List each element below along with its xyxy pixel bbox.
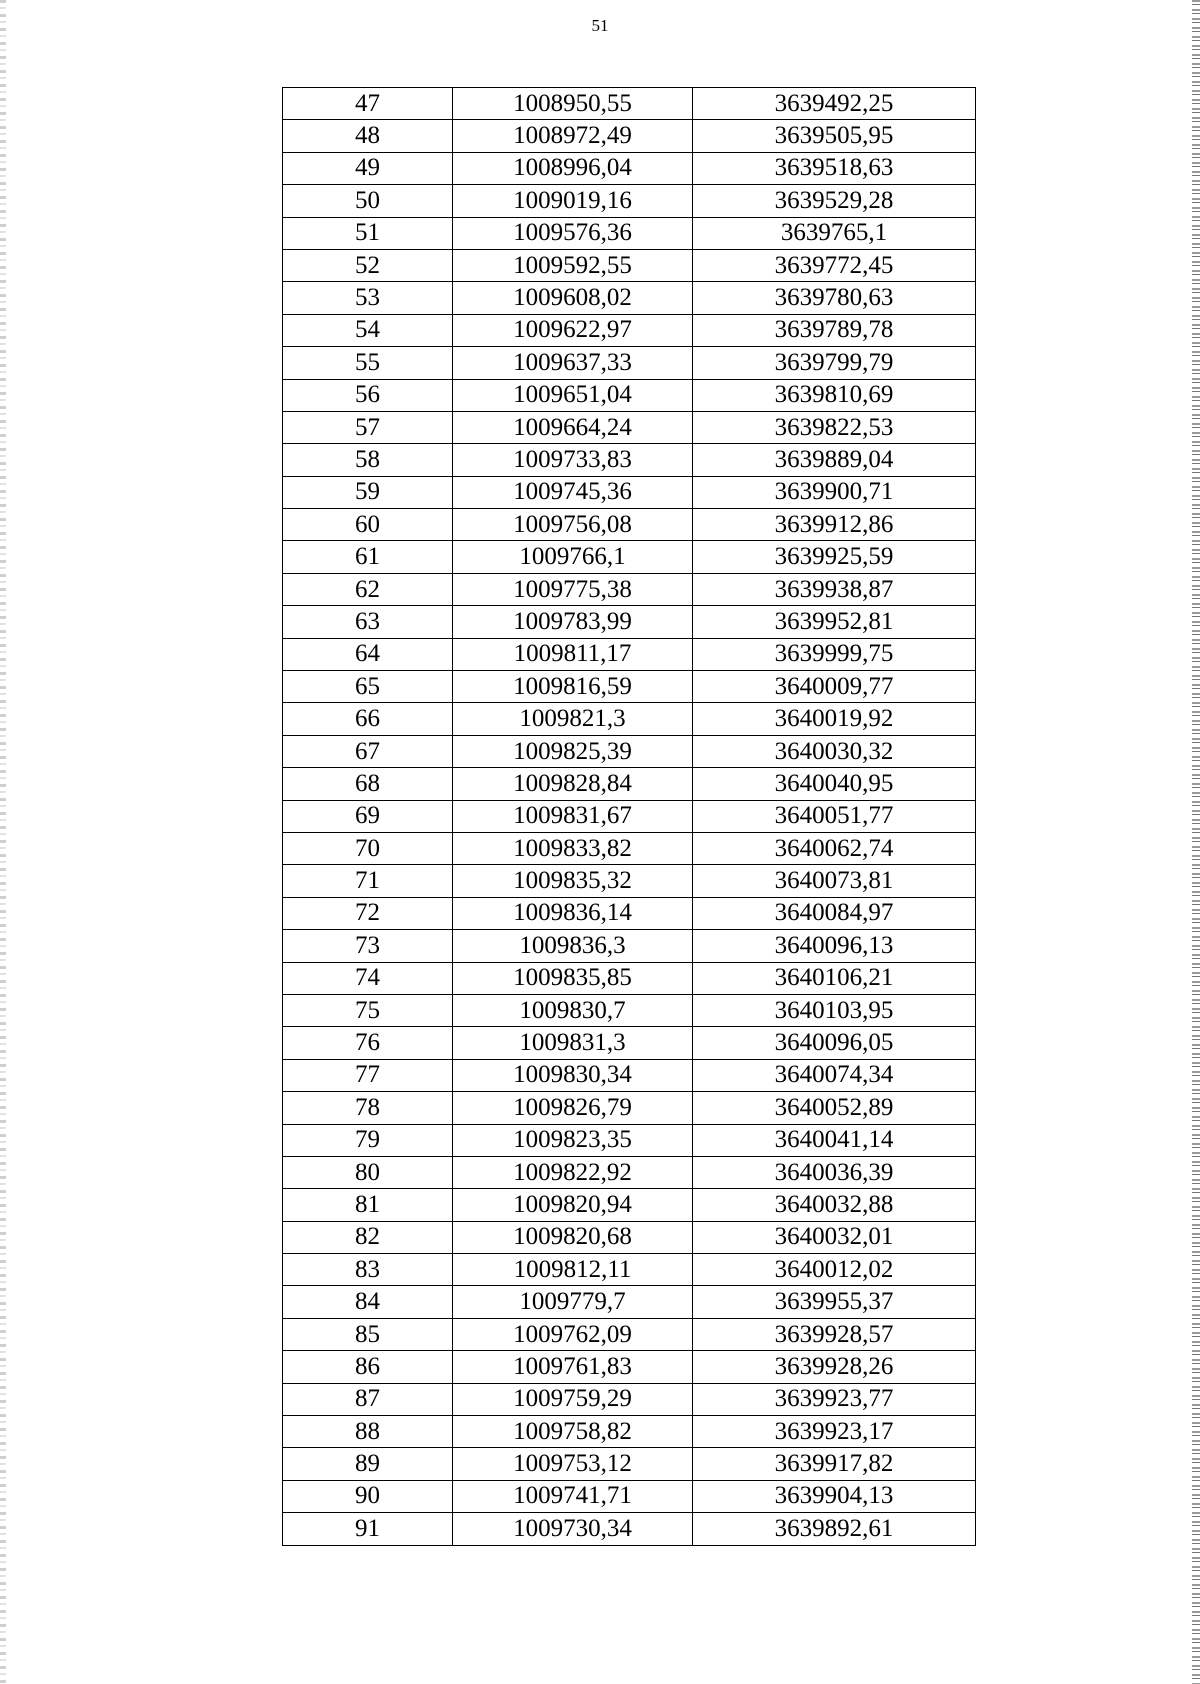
- y-coordinate-cell: 3639765,1: [693, 217, 976, 249]
- table-row: [283, 314, 976, 346]
- x-coordinate-cell: 1009812,11: [453, 1254, 693, 1286]
- y-coordinate-cell: 3640106,21: [693, 962, 976, 994]
- x-coordinate-cell: 1009836,3: [453, 930, 693, 962]
- table-row: [283, 1318, 976, 1350]
- point-number-cell: 76: [283, 1027, 453, 1059]
- point-number-cell: 83: [283, 1254, 453, 1286]
- x-coordinate-cell: 1008972,49: [453, 120, 693, 152]
- point-number-cell: 54: [283, 314, 453, 346]
- coordinates-table-body: [283, 88, 976, 1546]
- y-coordinate-cell: 3639822,53: [693, 411, 976, 443]
- x-coordinate-cell: 1009758,82: [453, 1416, 693, 1448]
- table-row: [283, 152, 976, 184]
- coordinates-table: [282, 87, 976, 1546]
- point-number-cell: 86: [283, 1351, 453, 1383]
- x-coordinate-cell: 1009741,71: [453, 1480, 693, 1512]
- y-coordinate-cell: 3639999,75: [693, 638, 976, 670]
- x-coordinate-cell: 1009830,34: [453, 1059, 693, 1091]
- point-number-cell: 60: [283, 509, 453, 541]
- point-number-cell: 88: [283, 1416, 453, 1448]
- table-row: [283, 1254, 976, 1286]
- y-coordinate-cell: 3640032,88: [693, 1189, 976, 1221]
- table-row: [283, 476, 976, 508]
- scan-right-edge: [1192, 0, 1200, 1684]
- x-coordinate-cell: 1009756,08: [453, 509, 693, 541]
- point-number-cell: 85: [283, 1318, 453, 1350]
- x-coordinate-cell: 1009762,09: [453, 1318, 693, 1350]
- y-coordinate-cell: 3639780,63: [693, 282, 976, 314]
- table-row: [283, 638, 976, 670]
- x-coordinate-cell: 1009831,3: [453, 1027, 693, 1059]
- x-coordinate-cell: 1009811,17: [453, 638, 693, 670]
- x-coordinate-cell: 1009835,85: [453, 962, 693, 994]
- table-row: [283, 930, 976, 962]
- table-row: [283, 88, 976, 120]
- x-coordinate-cell: 1009759,29: [453, 1383, 693, 1415]
- point-number-cell: 69: [283, 800, 453, 832]
- y-coordinate-cell: 3640032,01: [693, 1221, 976, 1253]
- x-coordinate-cell: 1009828,84: [453, 768, 693, 800]
- point-number-cell: 72: [283, 897, 453, 929]
- x-coordinate-cell: 1009576,36: [453, 217, 693, 249]
- table-row: [283, 962, 976, 994]
- page-number: 51: [591, 16, 609, 35]
- point-number-cell: 91: [283, 1513, 453, 1545]
- x-coordinate-cell: 1009820,94: [453, 1189, 693, 1221]
- y-coordinate-cell: 3639955,37: [693, 1286, 976, 1318]
- table-row: [283, 249, 976, 281]
- point-number-cell: 80: [283, 1156, 453, 1188]
- y-coordinate-cell: 3640052,89: [693, 1092, 976, 1124]
- y-coordinate-cell: 3639529,28: [693, 185, 976, 217]
- point-number-cell: 63: [283, 606, 453, 638]
- table-row: [283, 444, 976, 476]
- x-coordinate-cell: 1009833,82: [453, 832, 693, 864]
- table-row: [283, 606, 976, 638]
- point-number-cell: 84: [283, 1286, 453, 1318]
- table-row: [283, 1286, 976, 1318]
- point-number-cell: 65: [283, 671, 453, 703]
- table-row: [283, 671, 976, 703]
- y-coordinate-cell: 3640051,77: [693, 800, 976, 832]
- x-coordinate-cell: 1009622,97: [453, 314, 693, 346]
- table-row: [283, 1189, 976, 1221]
- table-row: [283, 1221, 976, 1253]
- table-row: [283, 1092, 976, 1124]
- table-row: [283, 735, 976, 767]
- point-number-cell: 79: [283, 1124, 453, 1156]
- point-number-cell: 47: [283, 88, 453, 120]
- y-coordinate-cell: 3640096,05: [693, 1027, 976, 1059]
- point-number-cell: 61: [283, 541, 453, 573]
- point-number-cell: 56: [283, 379, 453, 411]
- y-coordinate-cell: 3640041,14: [693, 1124, 976, 1156]
- point-number-cell: 52: [283, 249, 453, 281]
- y-coordinate-cell: 3640012,02: [693, 1254, 976, 1286]
- x-coordinate-cell: 1009779,7: [453, 1286, 693, 1318]
- y-coordinate-cell: 3639928,57: [693, 1318, 976, 1350]
- x-coordinate-cell: 1009775,38: [453, 573, 693, 605]
- point-number-cell: 49: [283, 152, 453, 184]
- table-row: [283, 1383, 976, 1415]
- table-row: [283, 1059, 976, 1091]
- x-coordinate-cell: 1009783,99: [453, 606, 693, 638]
- table-row: [283, 1448, 976, 1480]
- point-number-cell: 75: [283, 994, 453, 1026]
- x-coordinate-cell: 1009019,16: [453, 185, 693, 217]
- table-row: [283, 347, 976, 379]
- y-coordinate-cell: 3639518,63: [693, 152, 976, 184]
- point-number-cell: 48: [283, 120, 453, 152]
- x-coordinate-cell: 1009836,14: [453, 897, 693, 929]
- point-number-cell: 59: [283, 476, 453, 508]
- point-number-cell: 67: [283, 735, 453, 767]
- table-row: [283, 897, 976, 929]
- table-row: [283, 185, 976, 217]
- point-number-cell: 57: [283, 411, 453, 443]
- table-row: [283, 509, 976, 541]
- table-row: [283, 379, 976, 411]
- y-coordinate-cell: 3640009,77: [693, 671, 976, 703]
- x-coordinate-cell: 1009745,36: [453, 476, 693, 508]
- point-number-cell: 78: [283, 1092, 453, 1124]
- x-coordinate-cell: 1009730,34: [453, 1513, 693, 1545]
- x-coordinate-cell: 1009823,35: [453, 1124, 693, 1156]
- table-row: [283, 832, 976, 864]
- table-row: [283, 120, 976, 152]
- table-row: [283, 1027, 976, 1059]
- table-row: [283, 865, 976, 897]
- point-number-cell: 74: [283, 962, 453, 994]
- x-coordinate-cell: 1009592,55: [453, 249, 693, 281]
- point-number-cell: 50: [283, 185, 453, 217]
- y-coordinate-cell: 3639892,61: [693, 1513, 976, 1545]
- x-coordinate-cell: 1009637,33: [453, 347, 693, 379]
- point-number-cell: 81: [283, 1189, 453, 1221]
- table-row: [283, 1156, 976, 1188]
- scan-left-edge: [0, 0, 6, 1684]
- table-row: [283, 703, 976, 735]
- table-row: [283, 1416, 976, 1448]
- table-row: [283, 282, 976, 314]
- table-row: [283, 800, 976, 832]
- y-coordinate-cell: 3639889,04: [693, 444, 976, 476]
- x-coordinate-cell: 1009820,68: [453, 1221, 693, 1253]
- point-number-cell: 90: [283, 1480, 453, 1512]
- table-row: [283, 541, 976, 573]
- y-coordinate-cell: 3639505,95: [693, 120, 976, 152]
- y-coordinate-cell: 3640073,81: [693, 865, 976, 897]
- x-coordinate-cell: 1009822,92: [453, 1156, 693, 1188]
- x-coordinate-cell: 1009831,67: [453, 800, 693, 832]
- point-number-cell: 58: [283, 444, 453, 476]
- point-number-cell: 73: [283, 930, 453, 962]
- y-coordinate-cell: 3640036,39: [693, 1156, 976, 1188]
- y-coordinate-cell: 3639810,69: [693, 379, 976, 411]
- y-coordinate-cell: 3640074,34: [693, 1059, 976, 1091]
- point-number-cell: 62: [283, 573, 453, 605]
- point-number-cell: 51: [283, 217, 453, 249]
- y-coordinate-cell: 3640084,97: [693, 897, 976, 929]
- y-coordinate-cell: 3639923,77: [693, 1383, 976, 1415]
- point-number-cell: 66: [283, 703, 453, 735]
- y-coordinate-cell: 3639938,87: [693, 573, 976, 605]
- table-row: [283, 1124, 976, 1156]
- table-row: [283, 768, 976, 800]
- x-coordinate-cell: 1009733,83: [453, 444, 693, 476]
- point-number-cell: 77: [283, 1059, 453, 1091]
- y-coordinate-cell: 3639799,79: [693, 347, 976, 379]
- y-coordinate-cell: 3639772,45: [693, 249, 976, 281]
- y-coordinate-cell: 3640019,92: [693, 703, 976, 735]
- x-coordinate-cell: 1009830,7: [453, 994, 693, 1026]
- y-coordinate-cell: 3640030,32: [693, 735, 976, 767]
- y-coordinate-cell: 3640062,74: [693, 832, 976, 864]
- table-row: [283, 1351, 976, 1383]
- table-row: [283, 1480, 976, 1512]
- point-number-cell: 53: [283, 282, 453, 314]
- point-number-cell: 70: [283, 832, 453, 864]
- y-coordinate-cell: 3639925,59: [693, 541, 976, 573]
- y-coordinate-cell: 3640040,95: [693, 768, 976, 800]
- x-coordinate-cell: 1009753,12: [453, 1448, 693, 1480]
- x-coordinate-cell: 1009761,83: [453, 1351, 693, 1383]
- table-row: [283, 994, 976, 1026]
- x-coordinate-cell: 1009816,59: [453, 671, 693, 703]
- table-row: [283, 217, 976, 249]
- point-number-cell: 55: [283, 347, 453, 379]
- x-coordinate-cell: 1009835,32: [453, 865, 693, 897]
- y-coordinate-cell: 3639923,17: [693, 1416, 976, 1448]
- x-coordinate-cell: 1009821,3: [453, 703, 693, 735]
- y-coordinate-cell: 3640103,95: [693, 994, 976, 1026]
- table-row: [283, 1513, 976, 1545]
- point-number-cell: 89: [283, 1448, 453, 1480]
- point-number-cell: 87: [283, 1383, 453, 1415]
- x-coordinate-cell: 1009608,02: [453, 282, 693, 314]
- table-row: [283, 573, 976, 605]
- point-number-cell: 71: [283, 865, 453, 897]
- y-coordinate-cell: 3639789,78: [693, 314, 976, 346]
- x-coordinate-cell: 1009826,79: [453, 1092, 693, 1124]
- y-coordinate-cell: 3639904,13: [693, 1480, 976, 1512]
- y-coordinate-cell: 3639900,71: [693, 476, 976, 508]
- y-coordinate-cell: 3639928,26: [693, 1351, 976, 1383]
- x-coordinate-cell: 1009766,1: [453, 541, 693, 573]
- table-row: [283, 411, 976, 443]
- point-number-cell: 82: [283, 1221, 453, 1253]
- y-coordinate-cell: 3639492,25: [693, 88, 976, 120]
- y-coordinate-cell: 3639917,82: [693, 1448, 976, 1480]
- x-coordinate-cell: 1009664,24: [453, 411, 693, 443]
- x-coordinate-cell: 1009651,04: [453, 379, 693, 411]
- y-coordinate-cell: 3639912,86: [693, 509, 976, 541]
- point-number-cell: 64: [283, 638, 453, 670]
- point-number-cell: 68: [283, 768, 453, 800]
- y-coordinate-cell: 3639952,81: [693, 606, 976, 638]
- x-coordinate-cell: 1009825,39: [453, 735, 693, 767]
- x-coordinate-cell: 1008950,55: [453, 88, 693, 120]
- x-coordinate-cell: 1008996,04: [453, 152, 693, 184]
- y-coordinate-cell: 3640096,13: [693, 930, 976, 962]
